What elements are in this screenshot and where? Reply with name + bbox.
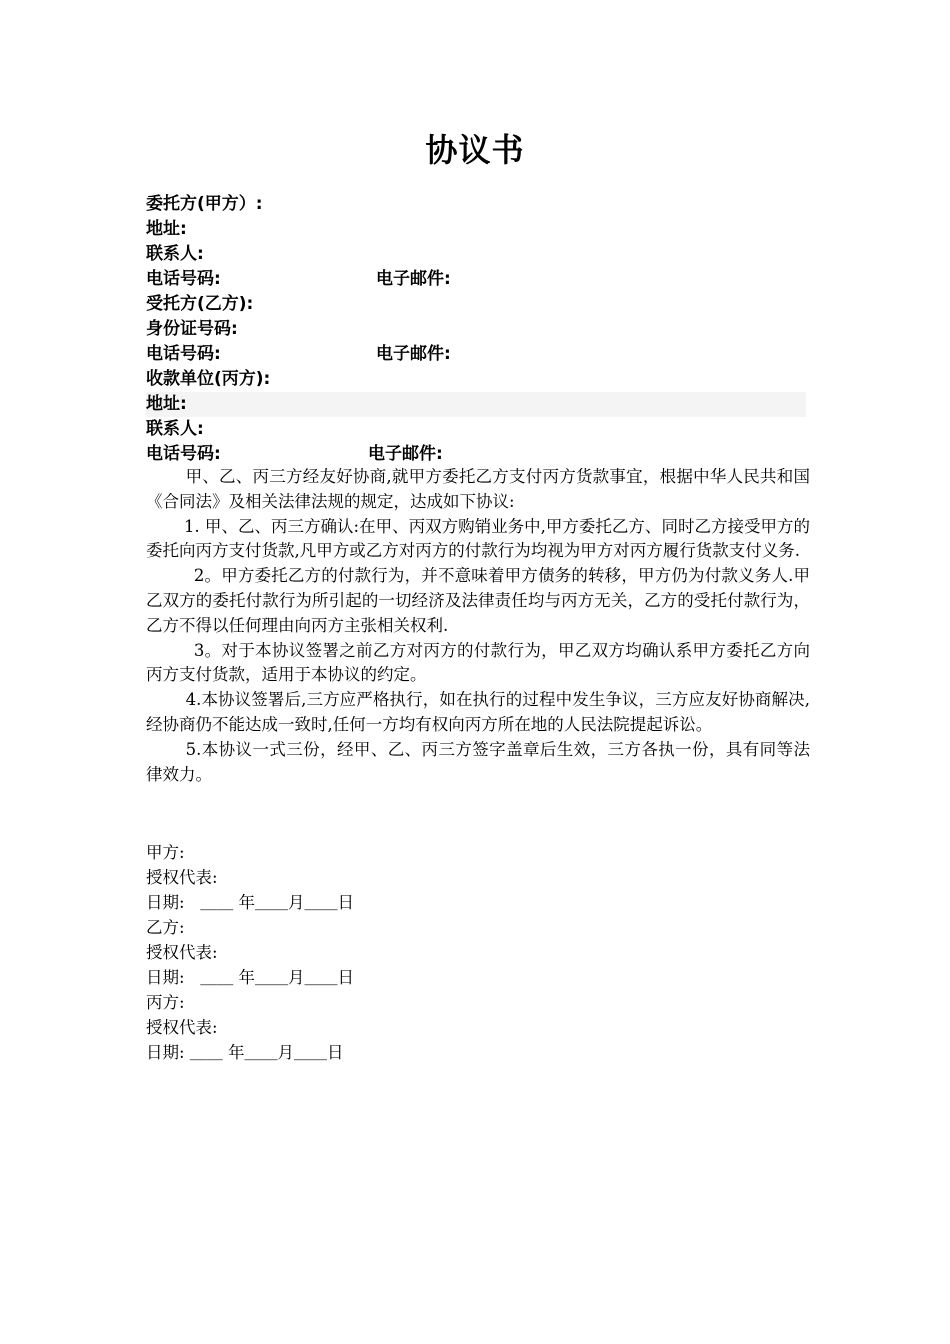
- party-b-date: 日期: ＿＿ 年＿＿月＿＿日: [146, 968, 355, 987]
- clause-2: 2。甲方委托乙方的付款行为，并不意味着甲方债务的转移，甲方仍为付款义务人.甲乙双方的委托付款行为所引起的一切经济及法律责任均与丙方无关，乙方的受托付款行为，乙方不得以任何理由向丙方主张相关权利.: [146, 566, 810, 635]
- agent-id-row: [146, 317, 810, 342]
- party-b-label: 乙方:: [146, 918, 185, 937]
- clause-1: 1. 甲、乙、丙三方确认:在甲、丙双方购销业务中,甲方委托乙方、同时乙方接受甲方的委托向丙方支付货款,凡甲方或乙方对丙方的付款行为均视为甲方对丙方履行货款支付义务.: [146, 516, 810, 561]
- party-c-label: 丙方:: [146, 993, 185, 1012]
- agent-label: 受托方(乙方):: [146, 294, 254, 314]
- clause-3: 3。对于本协议签署之前乙方对丙方的付款行为，甲乙双方均确认系甲方委托乙方向丙方支付货款，适用于本协议的约定。: [146, 640, 810, 685]
- payee-label: 收款单位(丙方):: [146, 369, 271, 389]
- payee-contact-row: [146, 417, 810, 442]
- payee-row: [146, 367, 810, 392]
- agreement-body: [146, 465, 810, 787]
- client-label: 委托方(甲方）:: [146, 194, 263, 214]
- client-address-label: 地址:: [146, 219, 187, 239]
- signature-section: [146, 840, 810, 1065]
- client-email-label: 电子邮件:: [376, 269, 451, 289]
- document-title: 协议书: [425, 131, 525, 169]
- client-address-row: [146, 217, 810, 242]
- agent-row: [146, 292, 810, 317]
- payee-address-label: 地址:: [146, 394, 187, 414]
- payee-phone-label: 电话号码:: [146, 444, 221, 464]
- intro-paragraph: 甲、乙、丙三方经友好协商,就甲方委托乙方支付丙方货款事宜，根据中华人民共和国《合同法》及相关法律法规的规定，达成如下协议:: [146, 467, 810, 511]
- party-a-label: 甲方:: [146, 843, 185, 862]
- client-contact-row: [146, 242, 810, 267]
- payee-phone-row: [146, 442, 810, 467]
- payee-address-row: [146, 392, 806, 417]
- party-b-rep-label: 授权代表:: [146, 943, 218, 962]
- party-a-date: 日期: ＿＿ 年＿＿月＿＿日: [146, 893, 355, 912]
- party-c-date: 日期: ＿＿ 年＿＿月＿＿日: [146, 1043, 344, 1062]
- party-c-rep-label: 授权代表:: [146, 1018, 218, 1037]
- clause-5: 5.本协议一式三份，经甲、乙、丙三方签字盖章后生效，三方各执一份，具有同等法律效力。: [146, 739, 810, 784]
- client-phone-row: [146, 267, 810, 292]
- agent-phone-label: 电话号码:: [146, 344, 221, 364]
- party-a-rep-label: 授权代表:: [146, 868, 218, 887]
- client-row: [146, 192, 810, 217]
- payee-email-label: 电子邮件:: [368, 444, 443, 464]
- client-contact-label: 联系人:: [146, 244, 204, 264]
- payee-contact-label: 联系人:: [146, 419, 204, 439]
- agent-email-label: 电子邮件:: [376, 344, 451, 364]
- parties-info-section: [146, 192, 810, 467]
- agent-phone-row: [146, 342, 810, 367]
- agent-id-label: 身份证号码:: [146, 319, 238, 339]
- clause-4: 4.本协议签署后,三方应严格执行，如在执行的过程中发生争议，三方应友好协商解决,经协商仍不能达成一致时,任何一方均有权向丙方所在地的人民法院提起诉讼。: [146, 690, 810, 734]
- client-phone-label: 电话号码:: [146, 269, 221, 289]
